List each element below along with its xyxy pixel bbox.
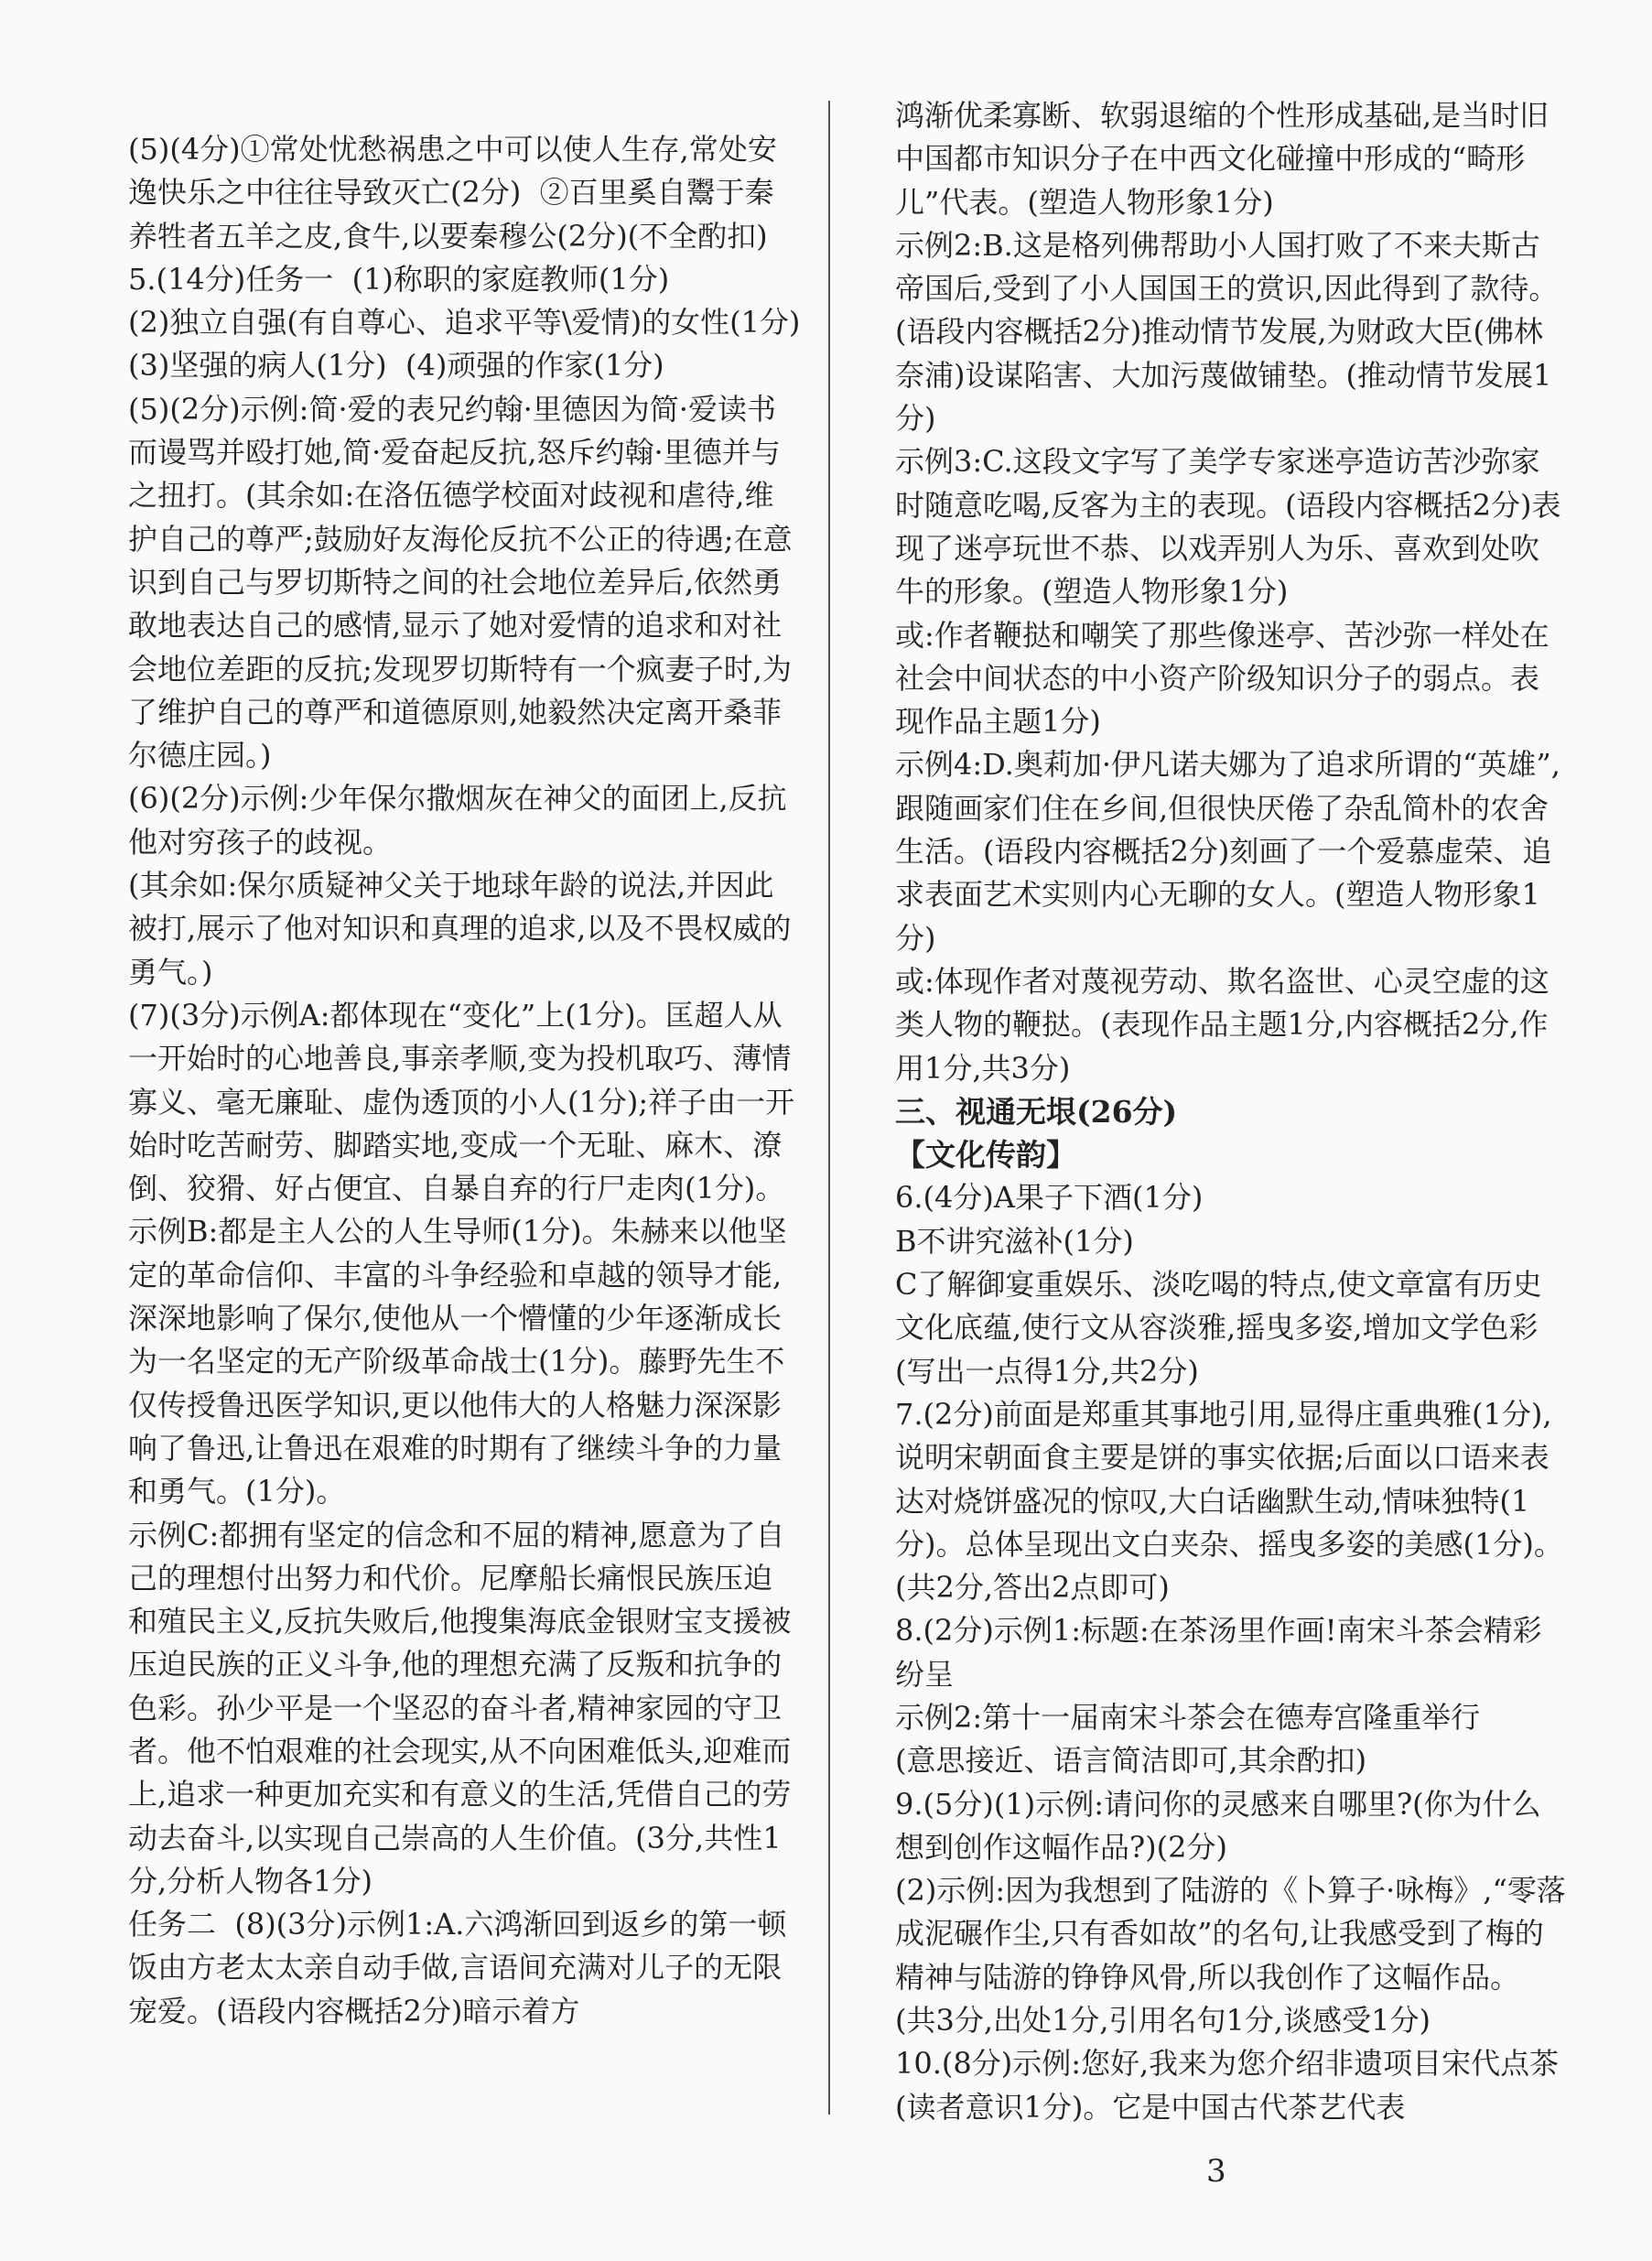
subsection-title: 【文化传韵】	[895, 1137, 1076, 1174]
left-para-9: 示例C:都拥有坚定的信念和不屈的精神,愿意为了自己的理想付出努力和代价。尼摩船长痛恨民族压迫和殖民主义,反抗失败后,他搜集海底金银财宝支援被压迫民族的正义斗争,他的理想充满了反叛和抗争的色彩。孙少平是一个坚忍的奋斗者,精神家园的守卫者。他不怕艰难的社会现实,从不向困难低头,迎难而上,追求一种更加充实和有意义的生活,凭借自己的劳动去奋斗,以实现自己崇高的人生价值。(3分,共性1分,分析人物各1分)	[128, 1517, 792, 1899]
left-para-1: (5)(4分)①常处忧愁祸患之中可以使人生存,常处安逸快乐之中往往导致灭亡(2分) ②百里奚自鬻于秦养牲者五羊之皮,食牛,以要秦穆公(2分)(不全酌扣)	[128, 132, 777, 254]
right-para-19: 10.(8分)示例:您好,我来为您介绍非遗项目宋代点茶(读者意识1分)。它是中国古代茶艺代表	[895, 2046, 1560, 2125]
right-para-13: 8.(2分)示例1:标题:在茶汤里作画!南宋斗茶会精彩纷呈	[895, 1613, 1542, 1692]
left-para-4: (5)(2分)示例:简·爱的表兄约翰·里德因为简·爱读书而谩骂并殴打她,简·爱奋起反抗,怒斥约翰·里德并与之扭打。(其余如:在洛伍德学校面对歧视和虐待,维护自己的尊严;鼓励好友海伦反抗不公正的待遇;在意识到自己与罗切斯特之间的社会地位差异后,依然勇敢地表达自己的感情,显示了她对爱情的追求和对社会地位差距的反抗;发现罗切斯特有一个疯妻子时,为了维护自己的尊严和道德原则,她毅然决定离开桑菲尔德庄园。)	[128, 391, 793, 774]
left-column	[128, 128, 819, 2033]
right-para-15: (意思接近、语言简洁即可,其余酌扣)	[895, 1743, 1367, 1779]
right-para-4: 或:作者鞭挞和嘲笑了那些像迷亭、苦沙弥一样处在社会中间状态的中小资产阶级知识分子的弱点。表现作品主题1分)	[895, 617, 1549, 740]
left-para-5: (6)(2分)示例:少年保尔撒烟灰在神父的面团上,反抗他对穷孩子的歧视。	[128, 781, 787, 860]
right-para-10: B不讲究滋补(1分)	[895, 1223, 1134, 1259]
right-para-12: 7.(2分)前面是郑重其事地引用,显得庄重典雅(1分),说明宋朝面食主要是饼的事实依据;后面以口语来表达对烧饼盛况的惊叹,大白话幽默生动,情味独特(1分)。总体呈现出文白夹杂、摇曳多姿的美感(1分)。(共2分,答出2点即可)	[895, 1396, 1563, 1606]
left-para-7: (7)(3分)示例A:都体现在“变化”上(1分)。匡超人从一开始时的心地善良,事亲孝顺,变为投机取巧、薄情寡义、毫无廉耻、虚伪透顶的小人(1分);祥子由一开始时吃苦耐劳、脚踏实地,变成一个无耻、麻木、潦倒、狡猾、好占便宜、自暴自弃的行尸走肉(1分)。	[128, 997, 795, 1206]
left-para-6: (其余如:保尔质疑神父关于地球年龄的说法,并因此被打,展示了他对知识和真理的追求,以及不畏权威的勇气。)	[128, 868, 792, 990]
right-para-11: C了解御宴重娱乐、淡吃喝的特点,使文章富有历史文化底蕴,使行文从容淡雅,摇曳多姿,增加文学色彩(写出一点得1分,共2分)	[895, 1267, 1542, 1389]
left-para-2: 5.(14分)任务一 (1)称职的家庭教师(1分)	[128, 261, 670, 297]
left-para-3: (2)独立自强(有自尊心、追求平等\爱情)的女性(1分) (3)坚强的病人(1分) (4)顽强的作家(1分)	[128, 305, 819, 384]
page-number: 3	[1206, 2153, 1226, 2190]
right-column	[895, 94, 1568, 2129]
right-para-1: 鸿渐优柔寡断、软弱退缩的个性形成基础,是当时旧中国都市知识分子在中西文化碰撞中形成的“畸形儿”代表。(塑造人物形象1分)	[895, 98, 1549, 220]
right-para-6: 或:体现作者对蔑视劳动、欺名盗世、心灵空虚的这类人物的鞭挞。(表现作品主题1分,内容概括2分,作用1分,共3分)	[895, 963, 1549, 1086]
left-para-8: 示例B:都是主人公的人生导师(1分)。朱赫来以他坚定的革命信仰、丰富的斗争经验和卓越的领导才能,深深地影响了保尔,使他从一个懵懂的少年逐渐成长为一名坚定的无产阶级革命战士(1分)。藤野先生不仅传授鲁迅医学知识,更以他伟大的人格魅力深深影响了鲁迅,让鲁迅在艰难的时期有了继续斗争的力量和勇气。(1分)。	[128, 1214, 787, 1509]
right-para-2: 示例2:B.这是格列佛帮助小人国打败了不来夫斯古帝国后,受到了小人国国王的赏识,因此得到了款待。(语段内容概括2分)推动情节发展,为财政大臣(佛林奈浦)设谋陷害、大加污蔑做铺垫。(推动情节发展1分)	[895, 227, 1559, 437]
column-divider	[828, 101, 830, 2115]
right-para-3: 示例3:C.这段文字写了美学专家迷亭造访苦沙弥家时随意吃喝,反客为主的表现。(语段内容概括2分)表现了迷亭玩世不恭、以戏弄别人为乐、喜欢到处吹牛的形象。(塑造人物形象1分)	[895, 444, 1561, 610]
left-para-10: 任务二 (8)(3分)示例1:A.六鸿渐回到返乡的第一顿饭由方老太太亲自动手做,言语间充满对儿子的无限宠爱。(语段内容概括2分)暗示着方	[128, 1907, 787, 2028]
right-para-16: 9.(5分)(1)示例:请问你的灵感来自哪里?(你为什么想到创作这幅作品?)(2分)	[895, 1786, 1541, 1865]
right-para-18: (共3分,出处1分,引用名句1分,谈感受1分)	[895, 2003, 1431, 2039]
right-para-17: (2)示例:因为我想到了陆游的《卜算子·咏梅》,“零落成泥碾作尘,只有香如故”的名句,让我感受到了梅的精神与陆游的铮铮风骨,所以我创作了这幅作品。	[895, 1873, 1566, 1995]
right-para-9: 6.(4分)A果子下酒(1分)	[895, 1180, 1204, 1216]
right-para-5: 示例4:D.奥莉加·伊凡诺夫娜为了追求所谓的“英雄”,跟随画家们住在乡间,但很快厌倦了杂乱简朴的农舍生活。(语段内容概括2分)刻画了一个爱慕虚荣、追求表面艺术实则内心无聊的女人。(塑造人物形象1分)	[895, 747, 1560, 956]
section-heading: 三、视通无垠(26分)	[895, 1093, 1178, 1130]
right-para-14: 示例2:第十一届南宋斗茶会在德寿宫隆重举行	[895, 1699, 1481, 1735]
